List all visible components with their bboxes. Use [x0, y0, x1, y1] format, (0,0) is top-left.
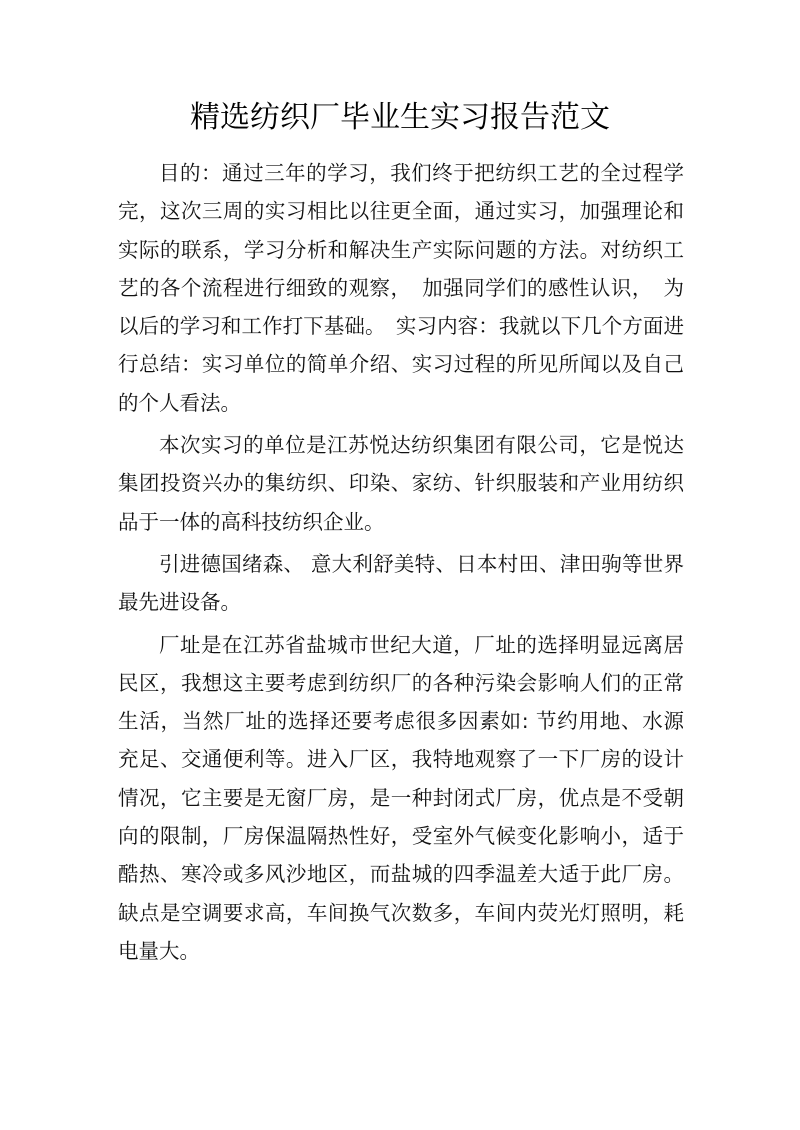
paragraph-factory-site: 厂址是在江苏省盐城市世纪大道，厂址的选择明显远离居民区，我想这主要考虑到纺织厂的各种污染会影响人们的正常生活，当然厂址的选择还要考虑很多因素如: 节约用地、水源充足、交通便利等。进入厂区，我特地观察了一下厂房的设计情况，它主要是无窗厂房，是一种封闭式厂房，优点是不受朝向的限制，厂房保温隔热性好，受室外气候变化影响小，适于酷热、寒冷或多风沙地区，而盐城的四季温差大适于此厂房。缺点是空调要求高，车间换气次数多，车间内荧光灯照明，耗电量大。: [118, 632, 684, 963]
paragraph-purpose: 目的：通过三年的学习，我们终于把纺织工艺的全过程学完，这次三周的实习相比以往更全面，通过实习，加强理论和实际的联系，学习分析和解决生产实际问题的方法。对纺织工艺的各个流程进行细致的观察， 加强同学们的感性认识， 为以后的学习和工作打下基础。 实习内容：我就以下几个方面进行总结：实习单位的简单介绍、实习过程的所见所闻以及自己的个人看法。: [118, 161, 684, 415]
document-body: [118, 154, 684, 974]
paragraph-company-intro: 本次实习的单位是江苏悦达纺织集团有限公司，它是悦达集团投资兴办的集纺织、印染、家纺、针织服装和产业用纺织品于一体的高科技纺织企业。: [118, 433, 684, 534]
paragraph-equipment: 引进德国绪森、 意大利舒美特、日本村田、津田驹等世界最先进设备。: [118, 551, 684, 615]
document-title: 精选纺织厂毕业生实习报告范文: [190, 100, 610, 135]
